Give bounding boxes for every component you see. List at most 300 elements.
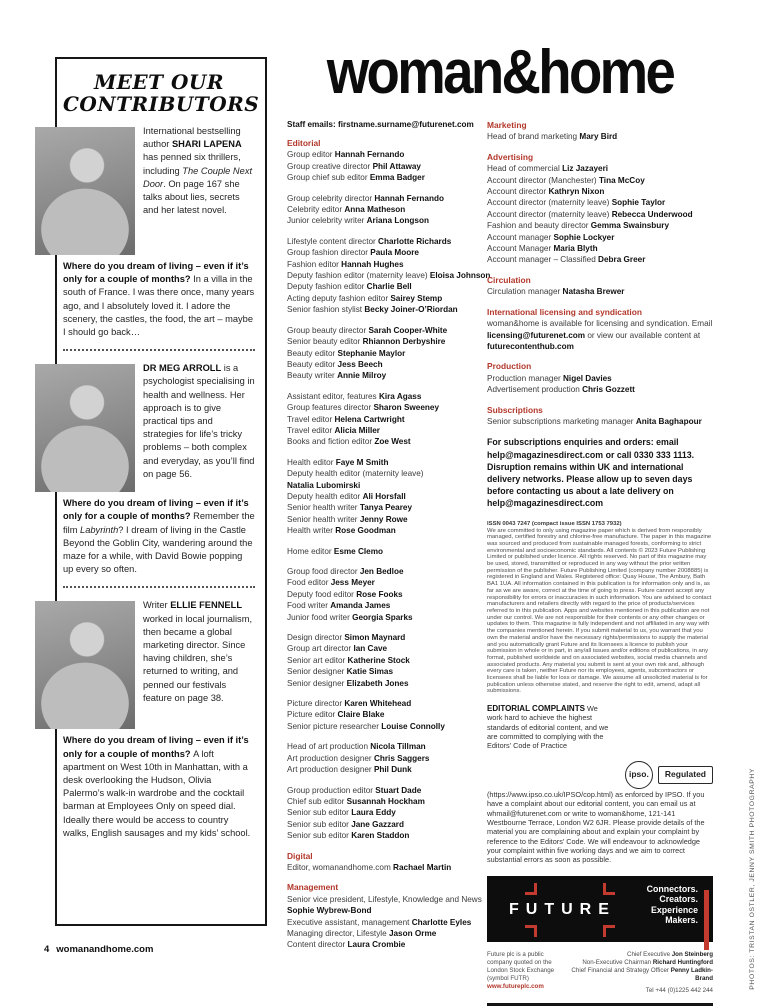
staff-name: Kathryn Nixon [548,187,605,197]
contributors-box [55,57,267,926]
staff-role: Picture director [287,699,345,709]
exec-name: Richard Huntingford [652,958,713,966]
staff-entry [287,643,483,654]
staff-role: Design director [287,633,345,643]
contributor-entry [63,599,255,840]
staff-role: Health writer [287,526,336,536]
staff-name: Gemma Swainsbury [590,221,670,231]
section-header: Management [287,882,339,893]
staff-role: Circulation manager [487,287,563,297]
staff-entry [287,525,483,536]
staff-entry [487,254,713,265]
staff-name: Jenny Rowe [359,514,408,524]
staff-name: Susannah Hockham [346,796,425,806]
staff-role: Travel editor [287,414,335,424]
staff-entry [287,819,483,830]
staff-entry [287,807,483,818]
staff-entry [287,785,483,796]
company-info-row [487,951,713,995]
contributor-photo [35,364,135,492]
section-header: Marketing [487,120,527,130]
staff-entry [287,514,483,525]
staff-group [487,286,713,297]
staff-role: Junior celebrity writer [287,216,367,226]
staff-entry [287,502,483,513]
staff-name: Liz Jazayeri [562,164,609,174]
exec-entry [570,959,713,967]
staff-group [287,325,483,382]
staff-entry [287,193,483,204]
ipso-logo [615,760,713,790]
staff-entry [287,391,483,402]
exec-entry [570,951,713,959]
exec-role: Non-Executive Chairman [582,958,653,966]
staff-entry [287,359,483,370]
staff-entry [287,281,483,292]
staff-role: Executive assistant, management [287,917,412,927]
contributor-qa [63,734,255,840]
staff-entry [287,741,483,752]
staff-role: Account director (Manchester) [487,175,599,185]
staff-name: Natasha Brewer [562,287,625,297]
section-header: Advertising [487,151,534,162]
staff-name: Zoe West [374,437,411,447]
ipso-regulated-label: Regulated [658,766,713,783]
staff-entry [287,939,483,950]
staff-entry [487,416,713,427]
staff-entry [287,336,483,347]
staff-group [487,163,713,266]
staff-role: Art production designer [287,753,374,763]
staff-role: Group chief sub editor [287,173,370,183]
staff-name: Elizabeth Jones [346,678,409,688]
contributor-bio [63,599,255,731]
staff-entry [287,480,483,491]
staff-entry [287,425,483,436]
staff-role: Health editor [287,457,336,467]
staff-role: Deputy fashion editor [287,282,367,292]
staff-entry [487,286,713,297]
legal-text: We are committed to only using magazine paper which is derived from responsibly managed, certified forestry and chlorine-free manufacture. The paper in this magazine was sourced and produced from sustainable managed forests, conforming to strict environmental and socioeconomic standards. All contents © 2023 Future Publishing Limited or published under licence. All rights reserved. No part of this magazine may be used, stored, transmitted or reproduced in any way without the prior written permission of the publisher. Future Publishing Limited (company number 2008885) is registered in England and Wales. Registered office: Quay House, The Ambury, Bath BA1 1UA. All information contained in this publication is for information only and is, as far as we are aware, correct at the time of going to press. Future cannot accept any responsibility for errors or inaccuracies in such information. You are advised to contact manufacturers and retailers directly with regard to the price of products/services referred to in this publication. Apps and websites mentioned in this publication are not under our control. We are not responsible for their contents or any other changes or updates to them. This magazine is fully independent and not affiliated in any way with the companies mentioned herein. If you submit material to us, you warrant that you own the material and/or have the necessary rights/permissions to supply the material and you automatically grant Future and its licensees a licence to publish your submission in whole or in part, in any/all issues and/or editions of publications, in any format, published worldwide and on associated websites, social media channels and associated products. Any material you submit is sent at your own risk and, although every care is taken, neither Future nor its employees, agents, subcontractors or licensees shall be liable for loss or damage. We assume all unsolicited material is for publication unless otherwise stated, and reserve the right to edit, amend, adapt all submissions. [487,527,712,695]
staff-role: Senior designer [287,667,347,677]
staff-name: Jason Orme [388,928,437,938]
photo-credit: PHOTOS: TRISTAN OSTLER, JENNY SMITH PHOTOGRAPHY [749,768,756,990]
staff-name: Laura Crombie [347,940,406,950]
contributor-photo [35,127,135,255]
staff-name: Hannah Hughes [341,259,404,269]
text-run: woman&home is available for licensing and syndication. Email [487,319,713,329]
staff-role: Senior sub editor [287,808,352,818]
staff-name: Ariana Longson [366,216,429,226]
complaints-heading: EDITORIAL COMPLAINTS [487,704,585,714]
staff-name: Georgia Sparks [352,612,413,622]
staff-role: Group beauty director [287,325,369,335]
masthead-right-column [487,120,713,1006]
staff-name: Hannah Fernando [374,193,444,203]
staff-role: Account director [487,187,549,197]
staff-role: Deputy food editor [287,589,357,599]
contributor-qa [63,260,255,339]
dotted-divider [63,349,255,351]
staff-name: Nigel Davies [563,373,612,383]
exec-list [570,951,713,983]
staff-role: Senior sub editor [287,831,352,841]
staff-entry [287,764,483,775]
staff-role: Senior fashion stylist [287,305,365,315]
contributor-bio [63,362,255,494]
staff-entry [287,928,483,939]
red-bar [704,890,709,950]
staff-entry [287,678,483,689]
staff-name: Ian Cave [353,644,388,654]
staff-role: Lifestyle content director [287,236,379,246]
staff-entry [287,546,483,557]
staff-entry [287,402,483,413]
staff-name: Nicola Tillman [370,742,426,752]
staff-role: Beauty editor [287,348,338,358]
staff-entry [487,186,713,197]
issn-line: ISSN 0043 7247 (compact issue ISSN 1753 7932) [487,520,622,527]
exec-role: Chief Financial and Strategy Officer [571,966,671,974]
staff-name: Debra Greer [598,255,646,265]
contributor-entry [63,362,255,576]
staff-role: Senior subscriptions marketing manager [487,416,636,426]
staff-role: Head of art production [287,742,371,752]
company-info [487,951,570,995]
staff-name: Laura Eddy [351,808,396,818]
staff-name: Jane Gazzard [351,819,404,829]
staff-role: Group features director [287,403,374,413]
text-run: DR MEG ARROLL [143,363,222,374]
staff-name: Mary Bird [579,132,618,142]
staff-entry [487,175,713,186]
staff-role: Group creative director [287,161,373,171]
staff-name: Sarah Cooper-White [368,325,448,335]
staff-entry [487,220,713,231]
executives-block [570,951,713,995]
staff-entry [287,457,483,468]
staff-name: Kira Agass [378,391,422,401]
corner-bracket-icon [525,883,537,895]
staff-role: Chief sub editor [287,796,347,806]
staff-name: Sophie Wybrew-Bond [287,906,372,916]
staff-entry [287,698,483,709]
staff-name: Maria Blyth [553,244,598,254]
staff-name: Faye M Smith [335,457,389,467]
staff-role: Assistant editor, features [287,391,379,401]
magazine-logo: woman&home [326,38,674,107]
staff-entry [287,247,483,258]
staff-name: Katherine Stock [347,655,410,665]
staff-group [287,566,483,623]
staff-entry [287,161,483,172]
staff-role: Senior art editor [287,655,348,665]
section-header: International licensing and syndication [487,306,642,317]
staff-entry [287,215,483,226]
page-footer [44,944,153,955]
staff-entry [287,370,483,381]
staff-role: Senior sub editor [287,819,352,829]
staff-role: Content director [287,940,348,950]
text-run: Writer [143,600,171,611]
future-tagline [647,884,698,926]
contributors-title [63,70,260,116]
tagline-line: Connectors. [646,883,698,894]
staff-name: Charlotte Eyles [411,917,472,927]
staff-role: Senior health writer [287,503,360,513]
contributor-bio [63,125,255,257]
staff-role: Acting deputy fashion editor [287,293,391,303]
staff-role: Head of brand marketing [487,132,580,142]
staff-entry [487,243,713,254]
staff-role: Editor, womanandhome.com [287,862,394,872]
future-url: www.futureplc.com [487,982,544,990]
staff-entry [287,721,483,732]
staff-name: Annie Milroy [337,371,387,381]
dotted-divider [63,586,255,588]
staff-entry [287,204,483,215]
staff-role: Food writer [287,601,331,611]
text-run: or view our available content at [585,330,701,340]
staff-role: Group fashion director [287,248,371,258]
staff-entry [287,905,483,916]
staff-role: Production manager [487,373,564,383]
staff-group [287,894,483,951]
tagline-line: Experience [651,904,698,915]
staff-role: Group food director [287,567,360,576]
staff-entry [287,600,483,611]
staff-name: Stuart Dade [375,785,422,795]
staff-role: Group art director [287,644,354,654]
contributor-question: Where do you dream of living – even if it’s only for a couple of months? [63,498,249,522]
staff-name: Charlie Bell [366,282,412,292]
staff-entry [287,577,483,588]
staff-entry [287,436,483,447]
staff-role: Senior beauty editor [287,337,363,347]
staff-entry [287,612,483,623]
staff-entry [487,384,713,395]
text-run: In a villa in the south of France. I was there once, many years ago, and I absolutely loved it. I adore the scenery, the castles, the food, the art – maybe I should go back… [63,274,255,338]
section-header: Subscriptions [487,404,543,415]
text-run: A loft apartment on West 10th in Manhattan, with a desk overlooking the Hudson, Olivia Palermo’s walk-in wardrobe and the cocktail barman at Employees Only on speed dial. Ideally there would be access to country walks, English sausages and my kids’ school. [63,748,251,838]
text-run: The Couple Next Door [143,165,253,189]
staff-entry [287,414,483,425]
staff-role: Celebrity editor [287,205,345,215]
staff-name: Rachael Martin [393,862,452,872]
text-run: has penned six thrillers, including [143,152,241,176]
staff-group [287,785,483,842]
staff-name: Hannah Fernando [334,150,405,160]
staff-name: Tanya Pearey [359,503,413,513]
staff-group [287,741,483,775]
staff-entry [487,232,713,243]
staff-entry [287,348,483,359]
staff-role: Food editor [287,578,331,588]
staff-name: Claire Blake [337,710,385,720]
staff-name: Stephanie Maylor [337,348,406,358]
contributors-title-line1: MEET OUR [94,70,224,94]
staff-group [287,149,483,183]
staff-entry [287,566,483,577]
staff-group [287,391,483,448]
staff-name: Phil Attaway [372,161,421,171]
staff-name: Charlotte Richards [378,236,452,246]
staff-name: Chris Saggers [373,753,430,763]
staff-name: Eloisa Johnson [429,271,491,281]
text-run: SHARI LAPENA [171,139,242,150]
section-header: Editorial [287,138,321,148]
staff-name: Phil Dunk [373,765,412,775]
contributor-photo [35,601,135,729]
staff-role: Senior designer [287,678,347,688]
staff-role: Travel editor [287,425,335,435]
text-run: is a psychologist specialising in health and wellness. Her approach is to give practical tips and strategies for life’s tricky problems – both complex and everyday, as you’ll find on page 56. [143,363,255,479]
staff-name: Sairey Stemp [390,293,443,303]
staff-role: Senior vice president, Lifestyle, Knowledge and News [287,894,482,904]
section-header: Production [487,361,532,372]
staff-group [287,862,483,873]
staff-name: Rebecca Underwood [611,209,693,219]
exec-name: Penny Ladkin-Brand [670,966,713,982]
staff-name: Amanda James [330,601,391,611]
staff-entry [287,655,483,666]
divider [487,1003,713,1006]
staff-role: Account Manager [487,244,554,254]
staff-name: Rhiannon Derbyshire [362,337,446,347]
staff-group [287,632,483,689]
ipso-circle-icon: ipso. [625,761,653,789]
staff-entry [287,753,483,764]
staff-entry [287,259,483,270]
staff-entry [287,589,483,600]
staff-name: Sophie Taylor [611,198,666,208]
staff-role: Deputy health editor [287,491,363,501]
staff-entry [487,373,713,384]
staff-name: Natalia Lubomirski [287,480,361,490]
staff-emails-label: Staff emails: [287,120,336,129]
contributor-question: Where do you dream of living – even if it’s only for a couple of months? [63,261,249,285]
staff-entry [287,172,483,183]
staff-name: Jess Beech [337,359,383,369]
text-run: worked in local journalism, then became a global marketing director. Since having children, she’s returned to writing, and penned our festivals feature on page 38. [143,613,253,703]
company-description: Future plc is a public company quoted on the London Stock Exchange (symbol FUTR) [487,950,555,982]
text-run: ? I dream of living in the Castle Beyond the Goblin City, wandering around the maze for a while, with David Bowie popping up every so often. [63,524,253,575]
contributors-title-line2: CONTRIBUTORS [63,92,260,116]
staff-group [287,193,483,227]
staff-name: Katie Simas [346,667,394,677]
staff-group [287,457,483,537]
staff-entry [287,293,483,304]
staff-role: Deputy fashion editor (maternity leave) [287,271,430,281]
staff-role: Picture editor [287,710,338,720]
staff-name: Tina McCoy [598,175,645,185]
staff-role: Junior food writer [287,612,353,622]
staff-name: Rose Goodman [335,526,396,536]
staff-role: Art production designer [287,765,374,775]
staff-role: Home editor [287,546,334,556]
staff-name: Esme Clemo [333,546,384,556]
tagline-line: Makers. [665,915,698,926]
staff-name: Helena Cartwright [334,414,405,424]
staff-role: Account director (maternity leave) [487,209,612,219]
tagline-line: Creators. [659,894,698,905]
staff-name: Karen Whitehead [344,699,412,709]
staff-role: Senior health writer [287,514,360,524]
staff-role: Account director (maternity leave) [487,198,612,208]
staff-entry [287,709,483,720]
staff-role: Advertisement production [487,385,583,395]
staff-entry [487,131,713,142]
contributor-entry [63,125,255,339]
staff-name: Sharon Sweeney [373,403,439,413]
staff-role: Group celebrity director [287,193,375,203]
staff-entry [487,163,713,174]
staff-role: Beauty writer [287,371,338,381]
staff-group [487,416,713,427]
text-run: Labyrinth [80,524,119,535]
corner-bracket-icon [525,925,537,937]
exec-role: Chief Executive [627,950,672,958]
middle-masthead-sections [287,138,491,951]
complaints-body: We work hard to achieve the highest standards of editorial content, and we are committed to complying with the Editors’ Code of Practice (https://www.ipso.co.uk/IPSO/cop.html) as enforced by IPSO. If you have a complaint about our editorial content, you can email us at whmail@futurenet.com or write to woman&home, 121-141 Westbourne Terrace, London W2 6JR. Please provide details of the material you are complaining about and explain your complaint by reference to the Editors’ Code. We will endeavour to acknowledge your complaint within five working days and we aim to correct substantial errors as soon as possible. [487,704,705,865]
footer-site: womanandhome.com [56,944,154,955]
staff-name: Sophie Lockyer [553,232,615,242]
staff-role: Fashion editor [287,259,342,269]
text-run: ELLIE FENNELL [170,600,242,611]
text-run: licensing@futurenet.com [487,330,586,340]
staff-name: Jen Bedloe [359,567,404,576]
staff-role: Beauty editor [287,359,338,369]
text-run: Remember the film [63,511,255,535]
text-run: . On page 167 she talks about lies, secrets and her latest novel. [143,178,240,216]
staff-group [487,131,713,142]
staff-name: Rose Fooks [356,589,403,599]
page-number: 4 [44,944,50,955]
staff-role: Account manager – Classified [487,255,599,265]
section-header: Circulation [487,274,531,285]
future-logo-box [487,876,713,942]
staff-role: Group editor [287,150,335,160]
staff-name: Paula Moore [370,248,419,258]
corner-bracket-icon [603,925,615,937]
staff-role: Books and fiction editor [287,437,375,447]
text-run: futurecontenthub.com [487,341,574,351]
staff-entry [287,666,483,677]
right-masthead-sections [487,120,713,427]
staff-entry [287,894,483,905]
exec-name: Jon Steinberg [671,950,713,958]
staff-entry [487,209,713,220]
staff-role: Fashion and beauty director [487,221,591,231]
staff-name: Anna Matheson [344,205,406,215]
staff-entry [287,325,483,336]
staff-entry [287,149,483,160]
staff-entry [287,270,491,281]
staff-group [487,373,713,396]
staff-emails-address: firstname.surname@futurenet.com [337,120,474,129]
staff-name: Jess Meyer [330,578,375,588]
section-paragraph [487,318,713,352]
staff-entry [287,304,483,315]
staff-entry [287,917,483,928]
staff-role: Managing director, Lifestyle [287,928,389,938]
staff-entry [287,796,483,807]
staff-role: Head of commercial [487,164,563,174]
staff-group [287,236,491,316]
corner-bracket-icon [603,883,615,895]
staff-name: Emma Badger [369,173,425,183]
staff-entry [287,236,483,247]
